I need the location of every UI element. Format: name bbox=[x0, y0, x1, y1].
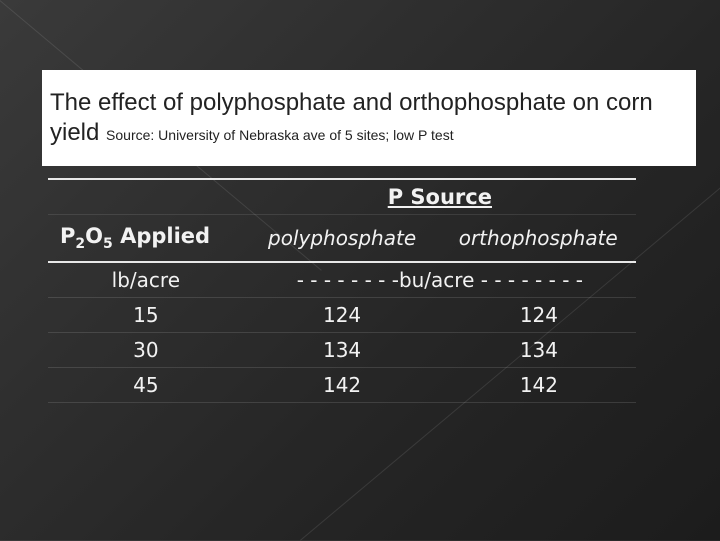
poly-cell: 134 bbox=[244, 333, 441, 368]
units-row bbox=[48, 262, 636, 298]
yield-table bbox=[48, 178, 636, 403]
polyphosphate-header: polyphosphate bbox=[244, 215, 441, 263]
poly-cell: 142 bbox=[244, 368, 441, 403]
rate-cell: 30 bbox=[48, 333, 244, 368]
table-row bbox=[48, 298, 636, 333]
ortho-cell: 142 bbox=[440, 368, 636, 403]
units-left: lb/acre bbox=[48, 262, 244, 298]
title-box bbox=[42, 70, 696, 166]
ortho-cell: 134 bbox=[440, 333, 636, 368]
units-right: - - - - - - - -bu/acre - - - - - - - - bbox=[244, 262, 636, 298]
table-row bbox=[48, 333, 636, 368]
slide-title bbox=[50, 88, 688, 150]
poly-cell: 124 bbox=[244, 298, 441, 333]
p2o5-applied-header: $P_2O_5$ Applied bbox=[48, 215, 244, 263]
column-header-row bbox=[48, 215, 636, 263]
ortho-cell: 124 bbox=[440, 298, 636, 333]
table-row bbox=[48, 368, 636, 403]
rate-cell: 15 bbox=[48, 298, 244, 333]
rate-cell: 45 bbox=[48, 368, 244, 403]
group-header-row bbox=[48, 179, 636, 215]
orthophosphate-header: orthophosphate bbox=[440, 215, 636, 263]
title-main-text: The effect of polyphosphate and orthophosphate on corn yield bbox=[50, 89, 653, 146]
title-source-text: Source: University of Nebraska ave of 5 sites; low P test bbox=[106, 127, 454, 143]
p-source-header: P Source bbox=[244, 179, 636, 215]
